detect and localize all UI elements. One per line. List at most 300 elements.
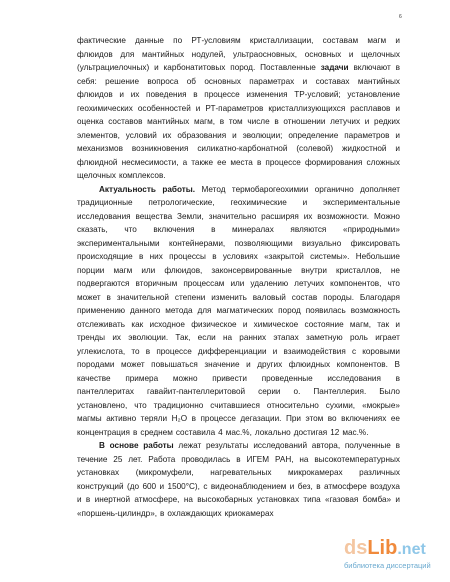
word: мас.%. (342, 427, 369, 437)
word: полученные (344, 441, 391, 450)
word: условиях (222, 252, 258, 261)
word: гавайит-пантеллеритовой (147, 387, 246, 396)
word: локально (254, 427, 291, 437)
word: летучих (294, 279, 325, 288)
word: заметную (305, 333, 343, 342)
word: вопроса (147, 76, 179, 86)
word: возможность (350, 306, 400, 315)
word: в (395, 441, 400, 450)
word: магм, (193, 117, 216, 126)
word: и (395, 103, 400, 113)
word: РТ-параметров (205, 103, 264, 113)
word: ИГЕМ (246, 454, 270, 464)
word: ее (217, 157, 227, 167)
word: других (257, 360, 283, 369)
word: включают (353, 63, 391, 72)
word: и (232, 130, 237, 140)
word: включения (153, 225, 195, 234)
word: об (186, 76, 196, 86)
word: то (131, 346, 140, 356)
text-line (77, 385, 400, 399)
word: по (173, 36, 183, 45)
word: несмесимости, (121, 157, 179, 167)
word: и (242, 319, 248, 329)
word: химическое (253, 319, 299, 329)
watermark (344, 537, 444, 570)
word: в (316, 481, 321, 491)
word: микрокамерах (288, 468, 343, 477)
word: сказать, (77, 225, 108, 234)
word: в (138, 252, 144, 261)
word: различных (359, 468, 400, 477)
word: Работа (148, 454, 176, 464)
word: эволюции. (128, 333, 169, 342)
word: на (222, 333, 233, 342)
word: мантийных (147, 117, 190, 126)
word: значение (204, 360, 240, 369)
word: В (99, 441, 105, 450)
word: геохимические (230, 198, 287, 207)
word: считавшиеся (210, 400, 260, 410)
word: высокобарных (197, 495, 253, 504)
text-line (77, 277, 400, 291)
word: теряли (140, 414, 168, 423)
word: Благодаря (359, 292, 400, 302)
word: состояние (304, 319, 344, 329)
word: составам (322, 36, 359, 45)
word: автора, (311, 441, 341, 450)
word: и (289, 481, 295, 491)
text-line (77, 453, 400, 467)
word: процессам (183, 279, 225, 288)
word: В (394, 360, 400, 369)
word: изменения (246, 90, 288, 99)
word: на (299, 454, 309, 464)
word: в (191, 414, 196, 423)
word: «поршень-цилиндр», (77, 508, 158, 518)
word: пород (278, 306, 301, 315)
word: также (191, 157, 214, 167)
word: органично (314, 184, 354, 194)
word: о. (293, 387, 301, 396)
word: отслеживать (77, 319, 126, 329)
word: исследования (77, 211, 131, 221)
word: исходное (149, 319, 185, 329)
word: особенностей (137, 103, 191, 113)
word: возникновения (131, 144, 189, 153)
word: пород. (230, 63, 256, 72)
text-line (77, 210, 400, 224)
word: процессе (156, 346, 192, 356)
word: (микромуфели, (135, 468, 194, 477)
word: среднем (140, 427, 173, 437)
word: летучих (330, 117, 361, 126)
word: флюидов (77, 90, 113, 99)
text-line (77, 223, 400, 237)
word: данного (130, 306, 161, 315)
word: дифференциации (197, 346, 267, 356)
word: и (119, 90, 124, 99)
word: порции (77, 265, 105, 275)
watermark-subtitle: библиотека диссертаций (344, 561, 431, 570)
word: 12 (330, 427, 340, 437)
word: во (327, 414, 337, 423)
text-line (77, 75, 400, 89)
word: возможности. (317, 211, 370, 221)
word: и (154, 63, 159, 72)
word: данные (135, 36, 164, 45)
word: и (195, 103, 201, 113)
text-line (77, 304, 400, 318)
word: конструкций (77, 481, 124, 491)
word: в (211, 225, 216, 234)
word: бомба» (362, 495, 392, 504)
word: удалению (250, 279, 289, 288)
word: щелочных (77, 171, 116, 180)
word: процессе (265, 157, 301, 167)
text-line (77, 480, 400, 494)
word: Поставленные (260, 63, 316, 72)
word: фактические (77, 36, 126, 45)
word: процессе (204, 90, 240, 99)
text-line (77, 142, 400, 156)
text-line (77, 88, 400, 102)
word: метода (165, 306, 193, 315)
word: традиционно (153, 400, 204, 410)
word: состав (291, 292, 318, 302)
word: Метод (201, 184, 226, 194)
word: кристаллизации, (249, 36, 314, 45)
word: включениях (341, 414, 387, 423)
word: породами (77, 360, 115, 369)
word: роль (349, 333, 368, 342)
word: в (193, 90, 198, 99)
text-line (77, 345, 400, 359)
text-line (77, 264, 400, 278)
word: компонентов, (330, 279, 382, 288)
word: установках (256, 495, 300, 504)
word: для (197, 306, 212, 315)
word: в (256, 157, 262, 167)
word: магмы (77, 414, 102, 423)
word: законсервированные (211, 265, 292, 275)
word: углекислота, (77, 346, 126, 356)
word: типа (303, 495, 321, 504)
word: компонентов. (336, 360, 388, 369)
word: петрологические, (148, 198, 215, 207)
word: Небольшие (355, 252, 400, 261)
word: активно (106, 414, 137, 423)
word: элементов, (77, 130, 120, 140)
word: установление (347, 90, 400, 99)
text-line (77, 439, 400, 453)
word: или (141, 265, 156, 275)
word: Актуальность (99, 184, 156, 194)
word: условий (125, 130, 157, 140)
word: традиционные (77, 198, 133, 207)
word: основных (304, 49, 342, 59)
word: экспериментальные (323, 198, 400, 207)
word: степени (174, 292, 206, 302)
word: в (106, 292, 111, 302)
word: с (351, 346, 357, 356)
word: РТ-условиям (191, 36, 241, 45)
text-line (77, 61, 400, 75)
word: сухими, (325, 400, 356, 410)
word: и (302, 76, 308, 86)
word: в (219, 117, 225, 126)
word: применению (77, 306, 126, 315)
word: инертной (94, 495, 131, 504)
word: флюидов (77, 49, 113, 59)
word: определение (288, 130, 339, 140)
word: проведенные (261, 373, 313, 383)
word: числе (247, 117, 270, 126)
document-body (77, 34, 400, 520)
word: являются (290, 225, 327, 234)
word: коровыми (362, 346, 400, 356)
word: их (162, 130, 172, 140)
watermark-logo: ds Lib .net (344, 537, 426, 559)
word: физическое (191, 319, 237, 329)
text-line (77, 169, 400, 183)
word: в (132, 427, 138, 437)
word: отношении (283, 117, 326, 126)
word: карбонатитовых (163, 63, 226, 72)
word: и (395, 130, 400, 140)
word: подвергаются (77, 279, 130, 288)
text-line (77, 156, 400, 170)
word: их (112, 333, 121, 342)
word: и (77, 495, 82, 504)
word: образования (177, 130, 227, 140)
word: щелочных (361, 49, 400, 59)
word: Земли, (177, 211, 204, 221)
word: «природными» (342, 225, 400, 234)
word: кристаллов, (335, 265, 382, 275)
word: задачи (320, 63, 349, 72)
word: работы (143, 441, 174, 450)
word: что (387, 279, 400, 288)
word: ранних (239, 333, 267, 342)
word: магматических (216, 306, 274, 315)
word: магм, (349, 319, 371, 329)
word: играет (375, 333, 400, 342)
word: контейнерами, (168, 238, 226, 248)
word: эволюции; (242, 130, 283, 140)
word: в (236, 454, 241, 464)
word: серии (258, 387, 281, 396)
word: без, (297, 481, 313, 491)
word: процессы (169, 252, 206, 261)
word: составила (175, 427, 216, 437)
text-line (77, 237, 400, 251)
word: При (285, 414, 301, 423)
text-line (77, 48, 400, 62)
word: может (121, 360, 145, 369)
word: Так, (175, 333, 191, 342)
word: работы. (162, 184, 196, 194)
word: 1500°С), (167, 481, 200, 491)
word: появилась (305, 306, 346, 315)
word: этом (305, 414, 324, 423)
word: составах (315, 76, 350, 86)
word: дегазации. (240, 414, 282, 423)
word: позволяющими (234, 238, 293, 248)
word: этапах (273, 333, 299, 342)
word: составов (108, 117, 143, 126)
word: и (364, 117, 370, 126)
word: места (230, 157, 253, 167)
word: 4 (218, 427, 223, 437)
text-line (77, 129, 400, 143)
word: внутри (301, 265, 327, 275)
word: визуально (301, 238, 342, 248)
word: жидкостной (341, 144, 387, 153)
text-line (77, 466, 400, 480)
word: происходящие (77, 252, 133, 261)
word: на (183, 495, 193, 504)
word: формирования (304, 157, 363, 167)
word: ее (390, 414, 400, 423)
word: с (203, 481, 208, 491)
word: мас.%, (225, 427, 252, 437)
word: термобарогеохимии (231, 184, 309, 194)
word: силикатно-карбонатной (197, 144, 288, 153)
word: 25 (113, 454, 123, 464)
word: нодулей, (191, 49, 226, 59)
word: как (131, 319, 144, 329)
word: (ультрациелочных) (77, 63, 150, 72)
word: значительно (208, 211, 257, 221)
word: для (120, 49, 135, 59)
word: мантийных (357, 76, 400, 86)
text-line (77, 291, 400, 305)
word: дополняет (360, 184, 400, 194)
text-line (77, 412, 400, 426)
word: не (390, 265, 400, 275)
word: что (124, 225, 137, 234)
word: течение (77, 454, 108, 464)
word: комплексов. (118, 171, 166, 180)
word: повышаться (151, 360, 198, 369)
word: магм (367, 36, 387, 45)
word: Пантеллерия. (313, 387, 367, 396)
word: в (395, 63, 400, 72)
word: в (395, 373, 400, 383)
word: нагревательных (210, 468, 272, 477)
word: и (246, 360, 251, 369)
word: или (230, 279, 245, 288)
word: взаимодействия (283, 346, 346, 356)
word: и (395, 36, 400, 45)
word: флюидов, (164, 265, 203, 275)
word: фиксировать (350, 238, 400, 248)
word: механизмов (77, 144, 123, 153)
word: концентрация (77, 427, 130, 437)
word: и (302, 198, 308, 207)
word: геохимических (77, 103, 133, 113)
word: магм (113, 265, 133, 275)
word: в (274, 117, 279, 126)
word: вещества (135, 211, 173, 221)
word: и (348, 49, 354, 59)
page-number: 6 (399, 14, 402, 20)
word: ТР-условий; (294, 90, 341, 99)
word: что (134, 400, 147, 410)
word: пантеллеритах (77, 387, 134, 396)
word: флюидных (288, 360, 331, 369)
word: криокамерах (224, 508, 274, 518)
word: экспериментальными (77, 238, 160, 248)
text-line (77, 426, 400, 440)
word: расширяя (261, 211, 299, 221)
text-line (77, 318, 400, 332)
word: себя: (77, 76, 97, 86)
word: можно (172, 373, 198, 383)
word: (солевой) (296, 144, 334, 153)
word: в (212, 252, 217, 261)
word: минералах (232, 225, 274, 234)
word: сложных (366, 157, 400, 167)
word: в (160, 508, 165, 518)
word: результаты (206, 441, 249, 450)
word: (до (126, 481, 140, 491)
word: относительно (266, 400, 319, 410)
word: установлено, (77, 400, 128, 410)
word: и (272, 346, 278, 356)
word: H₂O (171, 414, 188, 423)
word: в (85, 495, 91, 504)
word: их (303, 211, 313, 221)
word: проводилась (181, 454, 231, 464)
word: процессе (200, 414, 236, 423)
word: редких (374, 117, 400, 126)
word: параметрах (249, 76, 295, 86)
text-line (77, 250, 400, 264)
word: флюидной (77, 157, 118, 167)
word: кристаллизующихся (268, 103, 346, 113)
word: примера (125, 373, 159, 383)
word: ультраосновных, (233, 49, 298, 59)
word: установках (77, 468, 120, 477)
word: и (395, 495, 400, 504)
text-line (77, 399, 400, 413)
word: изменить (211, 292, 247, 302)
word: исследований (253, 441, 308, 450)
word: высокотемпературных (314, 454, 400, 464)
word: системы». (310, 252, 350, 261)
word: а (182, 157, 188, 167)
word: и (395, 144, 400, 153)
word: основе (109, 441, 139, 450)
word: расплавов (350, 103, 391, 113)
word: вторичным (135, 279, 178, 288)
word: том (228, 117, 243, 126)
word: значительной (116, 292, 169, 302)
word: и (159, 481, 165, 491)
word: тренды (77, 333, 106, 342)
word: атмосфере (323, 481, 367, 491)
text-line (77, 358, 400, 372)
word: «газовая (325, 495, 359, 504)
word: Было (379, 387, 400, 396)
word: «закрытой (264, 252, 304, 261)
word: Можно (373, 211, 400, 221)
word: их (130, 90, 140, 99)
word: «мокрые» (362, 400, 400, 410)
text-line (77, 331, 400, 345)
